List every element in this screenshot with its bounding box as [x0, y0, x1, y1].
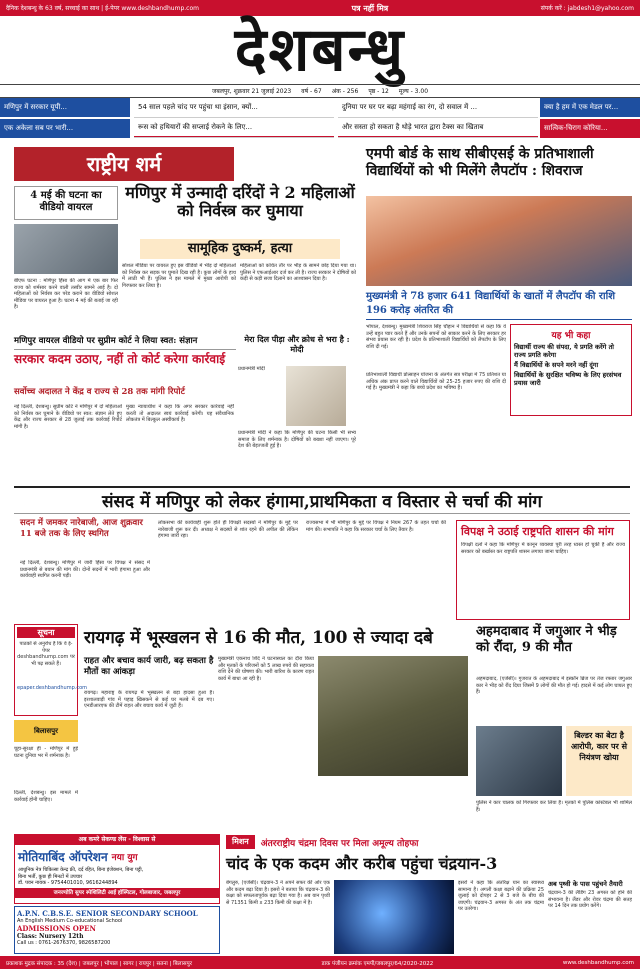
laptop-box-item-2: मैं विद्यार्थियों के सपने मरने नहीं दूंगा	[514, 361, 599, 369]
chandrayaan-text: बेंगलुरु, (एजेंसी)। चंद्रयान-3 ने अपने सफर की ओर एक और कदम बढ़ा दिया है। इसरो ने बताया कि चंद्रयान-3 की कक्षा को सफलतापूर्वक बढ़ा दिया गया है। अब यान पृथ्वी से 71351 किमी x 233 किमी की कक्षा में है।	[226, 880, 330, 906]
laptop-box	[510, 324, 632, 416]
mini-text-1: चूहा-सुरक्षा ही - मणिपुर में हुई घटना दुनिया भर में शर्मनाक है।	[14, 746, 78, 759]
parliament-sub: सदन में जमकर नारेबाजी, आज शुक्रवार 11 बजे तक के लिए स्थगित	[20, 518, 143, 539]
teaser-mid-2[interactable]: रूस को हथियारों की सप्लाई रोकने के लिए...	[134, 118, 334, 138]
parliament-text-3: राज्यसभा में भी मणिपुर के मुद्दे पर विपक्ष ने नियम 267 के तहत चर्चा की मांग की। सभापति ने कहा कि सरकार चर्चा के लिए तैयार है।	[306, 520, 446, 533]
teaser-left-1[interactable]: मणिपुर में सरकार यूपी...	[0, 98, 130, 117]
parliament-text-2: लोकसभा की कार्यवाही शुरू होते ही विपक्षी सदस्यों ने मणिपुर के मुद्दे पर नारेबाजी शुरू कर दी। अध्यक्ष ने सदस्यों से शांत रहने की अपील की लेकिन हंगामा जारी रहा।	[158, 520, 298, 539]
court-headline: सरकार कदम उठाए, नहीं तो कोर्ट करेगा कार्रवाई	[14, 352, 226, 366]
landslide-headline: रायगढ़ में भूस्खलन से 16 की मौत, 100 से ज्यादा दबे	[84, 628, 433, 648]
notice-box	[14, 624, 88, 716]
ad1-brand: नया युग	[111, 852, 138, 863]
footer-url[interactable]: www.deshbandhump.com	[562, 959, 634, 966]
ad1-top: अब कमरे सेकण्ड लेंस - विश्वास से	[15, 835, 219, 845]
teaser-rmid-1[interactable]: दुनिया पर घर पर बढ़ा महंगाई का रंग, दो सवाल में ...	[338, 98, 538, 118]
modi-quote: मेरा दिल पीड़ा और क्रोध से भरा है : मोदी	[244, 334, 350, 354]
mini-label: बिलासपुर	[14, 720, 78, 742]
modi-text: प्रधानमंत्री मोदी ने कहा कि मणिपुर की घटना किसी भी सभ्य समाज के लिए शर्मनाक है। दोषियों को बख्शा नहीं जाएगा। पूरे देश की बेइज्जती हुई है।	[238, 430, 356, 449]
laptop-box-item-3: विद्यार्थियों के सुरक्षित भविष्य के लिए हरसंभव प्रयास जारी	[514, 371, 622, 387]
mission-tag-head: अंतरराष्ट्रीय चंद्रमा दिवस पर मिला अमूल्य तोहफा	[260, 838, 419, 849]
lead-headline: मणिपुर में उन्मादी दरिंदों ने 2 महिलाओं को निर्वस्त्र कर घुमाया	[125, 183, 355, 220]
parliament-box-title: विपक्ष ने उठाई राष्ट्रपति शासन की मांग	[461, 525, 614, 538]
parliament-text-1: नई दिल्ली, देशबन्धु। मणिपुर में जारी हिंसा पर विपक्ष ने संसद में प्रधानमंत्री से बयान की मांग की। दोनों सदनों में भारी हंगामा हुआ और कार्यवाही स्थगित करनी पड़ी।	[20, 560, 150, 579]
chandrayaan-tagbar	[226, 834, 632, 850]
ad1-line-2: बिना भर्ती, कुछ ही मिनटों में उपचार	[18, 873, 83, 880]
ahmedabad-photo	[476, 726, 562, 796]
contact-email[interactable]: संपर्क करें : jabdesh1@yahoo.com	[540, 5, 634, 12]
lead-text-1: बीएफ घटना : मणिपुर हिंसा की आग में एक बार फिर राज्य को शर्मसार करने वाली तस्वीर सामने आई है। दो महिलाओं को निर्वस्त्र कर परेड कराने का वीडियो सोशल मीडिया पर वायरल हुआ है। घटना 4 मई की बताई जा रही है।	[14, 278, 118, 310]
laptop-box-title: यह भी कहा	[551, 331, 591, 341]
teaser-right	[540, 98, 640, 138]
ad1-line-1: आधुनिक नेत्र चिकित्सा केन्द्र फ्री, दर्द रहित, बिना इंजेक्शन, बिना पट्टी,	[18, 867, 144, 873]
ahmedabad-text-2: पुलिस ने कार चालक को गिरफ्तार कर लिया है। मृतकों में पुलिस कांस्टेबल भी शामिल हैं।	[476, 800, 632, 813]
school-ad	[14, 906, 220, 954]
notice-link[interactable]: epaper.deshbandhump.com	[17, 685, 88, 691]
footer-mid: डाक पंजीयन क्रमांक एमपी/जबलपुर/64/2020-2022	[321, 960, 434, 967]
laptop-text-2: प्रतिभाशाली विद्यार्थी प्रोत्साहन योजना के अंतर्गत सत्र परीक्षा में 75 प्रतिशत या अधिक अंक प्राप्त करने वाले विद्यार्थियों को 25-25 हजार रुपए की राशि दी गई है। मुख्यमंत्री ने कहा कि बच्चे प्रदेश का भविष्य हैं।	[366, 372, 506, 391]
laptop-headline: एमपी बोर्ड के साथ सीबीएसई के प्रतिभाशाली विद्यार्थियों को भी मिलेंगे लैपटॉप : शिवराज	[366, 146, 594, 179]
ad2-sub: An English Medium Co-educational School	[17, 918, 123, 924]
teaser-rmid	[338, 98, 538, 138]
price-text: मूल्य - 3.00	[398, 88, 429, 95]
ahmedabad-text: अहमदाबाद, (एजेंसी)। गुजरात के अहमदाबाद में इस्कॉन ब्रिज पर तेज रफ्तार जगुआर कार ने भीड़ को रौंद दिया जिसमें 9 लोगों की मौत हो गई। हादसे में कई लोग घायल हुए हैं।	[476, 676, 632, 695]
chandrayaan-col-3	[548, 880, 632, 954]
ad1-line-3: डॉ. पवन नायक - 9754401010, 9616244894	[18, 880, 118, 886]
teaser-right-2[interactable]: सात्विक-चिराग कोरिया...	[540, 119, 640, 138]
issue-text: अंक - 256	[331, 88, 359, 95]
chandrayaan-text-2: इसरो ने कहा कि अंतरिक्ष यान का स्वास्थ्य सामान्य है। अगली कक्षा बढ़ाने की प्रक्रिया 25 जुलाई को दोपहर 2 से 3 बजे के बीच की जाएगी। चंद्रयान-3 अगस्त के अंत तक चंद्रमा पर उतरेगा।	[458, 880, 544, 912]
lead-photo	[14, 224, 118, 274]
laptop-box-item-1: विद्यार्थी राज्य की संपदा, ये प्रगति करेंगे तो राज्य प्रगति करेगा	[514, 343, 614, 359]
eye-hospital-ad	[14, 834, 220, 904]
notice-title: सूचना	[17, 627, 75, 638]
chandrayaan-photo	[334, 880, 454, 954]
ahmedabad-box: बिल्डर का बेटा है आरोपी, कार पर से नियंत्रण खोया	[566, 726, 632, 796]
notice-text: पाठकों से अनुरोध है कि वे ई-पेपर deshbandhump.com पर भी पढ़ सकते हैं।	[17, 641, 75, 667]
masthead	[0, 16, 640, 84]
teaser-right-1[interactable]: क्या है हम में एक मेडल पर...	[540, 98, 640, 117]
teaser-left-2[interactable]: एक अकेला सब पर भारी...	[0, 119, 130, 138]
lead-text-3: महिलाओं को कथित तौर पर भीड़ के सामने छोड़ दिया गया था। पुलिस ने एफआईआर दर्ज कर ली है। राज्य सरकार ने दोषियों को कड़ी से कड़ी सजा दिलाने का आश्वासन दिया है।	[240, 263, 356, 282]
landslide-text-2: मुख्यमंत्री एकनाथ शिंदे ने घटनास्थल का दौरा किया और मृतकों के परिजनों को 5 लाख रुपये की सहायता राशि देने की घोषणा की। भारी बारिश के कारण राहत कार्य में बाधा आ रही है।	[218, 656, 314, 682]
parliament-headline: संसद में मणिपुर को लेकर हंगामा,प्राथमिकता व विस्तार से चर्चा की मांग	[14, 486, 630, 514]
teaser-left	[0, 98, 130, 138]
lead-banner: राष्ट्रीय शर्म	[14, 147, 234, 181]
teaser-rmid-2[interactable]: और सस्ता हो सकता है थोड़े भारत द्वारा टैक्स का खिताब	[338, 118, 538, 138]
ad1-hospital: जनज्योति सुपर स्पेशिलिटी आई हॉस्पिटल, गोलबाजार, जबलपुर	[15, 888, 219, 898]
teaser-mid-1[interactable]: 54 साल पहले चांद पर पहुंचा था इंसान, क्यों...	[134, 98, 334, 118]
mission-tag: मिशन	[226, 835, 255, 849]
lead-side-caption: 4 मई की घटना का वीडियो वायरल	[14, 186, 118, 220]
court-subhead: सर्वोच्च अदालत ने केंद्र व राज्य से 28 तक मांगी रिपोर्ट	[14, 387, 185, 397]
chandrayaan-text-3: चंद्रयान-3 की लैंडिंग 23 अगस्त को होने की संभावना है। लैंडर और रोवर चंद्रमा की सतह पर 14 दिन तक प्रयोग करेंगे।	[548, 890, 632, 909]
ad2-admissions: ADMISSIONS OPEN	[17, 924, 96, 933]
footer-left: प्रकाशक मुद्रक संपादक : 35 (देश) | जबलपुर | भोपाल | सागर | रायपुर | सतना | बिलासपुर	[6, 960, 192, 967]
teaser-mid	[134, 98, 334, 138]
chandrayaan-headline: चांद के एक कदम और करीब पहुंचा चंद्रयान-3	[226, 854, 498, 873]
court-text-2: मुख्य न्यायाधीश ने कहा कि अगर सरकार कार्रवाई नहीं करती तो अदालत स्वयं कार्रवाई करेगी। यह संवैधानिक लोकतंत्र में बिल्कुल अस्वीकार्य है।	[126, 404, 234, 423]
volume-text: वर्ष - 67	[301, 88, 322, 95]
parliament-box-text: विपक्षी दलों ने कहा कि मणिपुर में कानून व्यवस्था पूरी तरह ध्वस्त हो चुकी है और राज्य सरकार को बर्खास्त कर राष्ट्रपति शासन लगाया जाना चाहिए।	[461, 542, 625, 555]
top-strip	[0, 0, 640, 16]
chandrayaan-sub: अब पृथ्वी के पास पहुंचने तैयारी	[548, 880, 623, 888]
ad2-call: Call us : 0761-2676370, 9826587200	[17, 940, 111, 946]
landslide-sub: राहत और बचाव कार्य जारी, बढ़ सकता है मौतों का आंकड़ा	[84, 656, 214, 677]
dateline	[0, 84, 640, 98]
top-strip-left: दैनिक देशबन्धु के 63 वर्ष, सच्चाई का साथ | ई-पेपर www.deshbandhump.com	[6, 5, 199, 12]
parliament-box	[456, 520, 630, 620]
modi-photo	[286, 366, 346, 426]
pages-text: पृष्ठ - 12	[368, 88, 389, 95]
landslide-text: रायगढ़। महाराष्ट्र के रायगढ़ में भूस्खलन से बड़ा हादसा हुआ है। इरशालवाड़ी गांव में पहाड़ खिसकने से कई घर मलबे में दब गए। एनडीआरएफ की टीमें राहत और बचाव कार्य में जुटी हैं।	[84, 690, 214, 709]
laptop-caption: मुख्यमंत्री ने 78 हजार 641 विद्यार्थियों के खातों में लैपटॉप की राशि 196 करोड़ अंतरित की	[366, 290, 632, 320]
mini-text-2: दिल्ली, देशबन्धु। इस मामले में कार्रवाई होनी चाहिए।	[14, 790, 78, 803]
landslide-photo	[318, 656, 468, 776]
laptop-photo	[366, 196, 632, 286]
court-text-1: नई दिल्ली, देशबन्धु। सुप्रीम कोर्ट ने मणिपुर में दो महिलाओं को निर्वस्त्र कर घुमाने के वीडियो पर स्वत: संज्ञान लेते हुए केंद्र और राज्य सरकार से 28 जुलाई तक कार्रवाई रिपोर्ट मांगी है।	[14, 404, 122, 430]
ahmedabad-headline: अहमदाबाद में जगुआर ने भीड़ को रौंदा, 9 की मौत	[476, 624, 617, 655]
lead-subhead: सामूहिक दुष्कर्म, हत्या	[140, 239, 340, 259]
laptop-text: भोपाल, देशबन्धु। मुख्यमंत्री शिवराज सिंह चौहान ने विद्यार्थियों से कहा कि वे उन्हें बहुत प्यार करते हैं और उनके सपनों को साकार करने के लिए सरकार हर संभव प्रयास कर रही है। प्रदेश के प्रतिभाशाली विद्यार्थियों को लैपटॉप के लिए राशि दी गई।	[366, 324, 506, 350]
sc-headline: मणिपुर वायरल वीडियो पर सुप्रीम कोर्ट ने लिया स्वत: संज्ञान	[14, 332, 236, 350]
masthead-title: देशबन्धु	[234, 15, 406, 85]
ad2-class: Class: Nursery 12th	[17, 933, 84, 940]
footer	[0, 956, 640, 969]
ad1-title: मोतियाबिंद ऑपरेशन	[18, 849, 108, 864]
tagline: पत्र नहीं मित्र	[351, 3, 389, 13]
modi-caption: प्रधानमंत्री मोदी	[238, 366, 265, 372]
ad2-title: A.P.N. C.B.S.E. SENIOR SECONDARY SCHOOL	[17, 909, 198, 918]
lead-text-2: सोशल मीडिया पर वायरल हुए इस वीडियो में भीड़ दो महिलाओं को निर्वस्त्र कर सड़क पर घुमाते दिख रही है। कुछ लोगों के हाथ में लाठी भी हैं। पुलिस ने इस मामले में मुख्य आरोपी को गिरफ्तार कर लिया है।	[122, 263, 236, 289]
date-text: जबलपुर, शुक्रवार 21 जुलाई 2023	[211, 88, 292, 95]
